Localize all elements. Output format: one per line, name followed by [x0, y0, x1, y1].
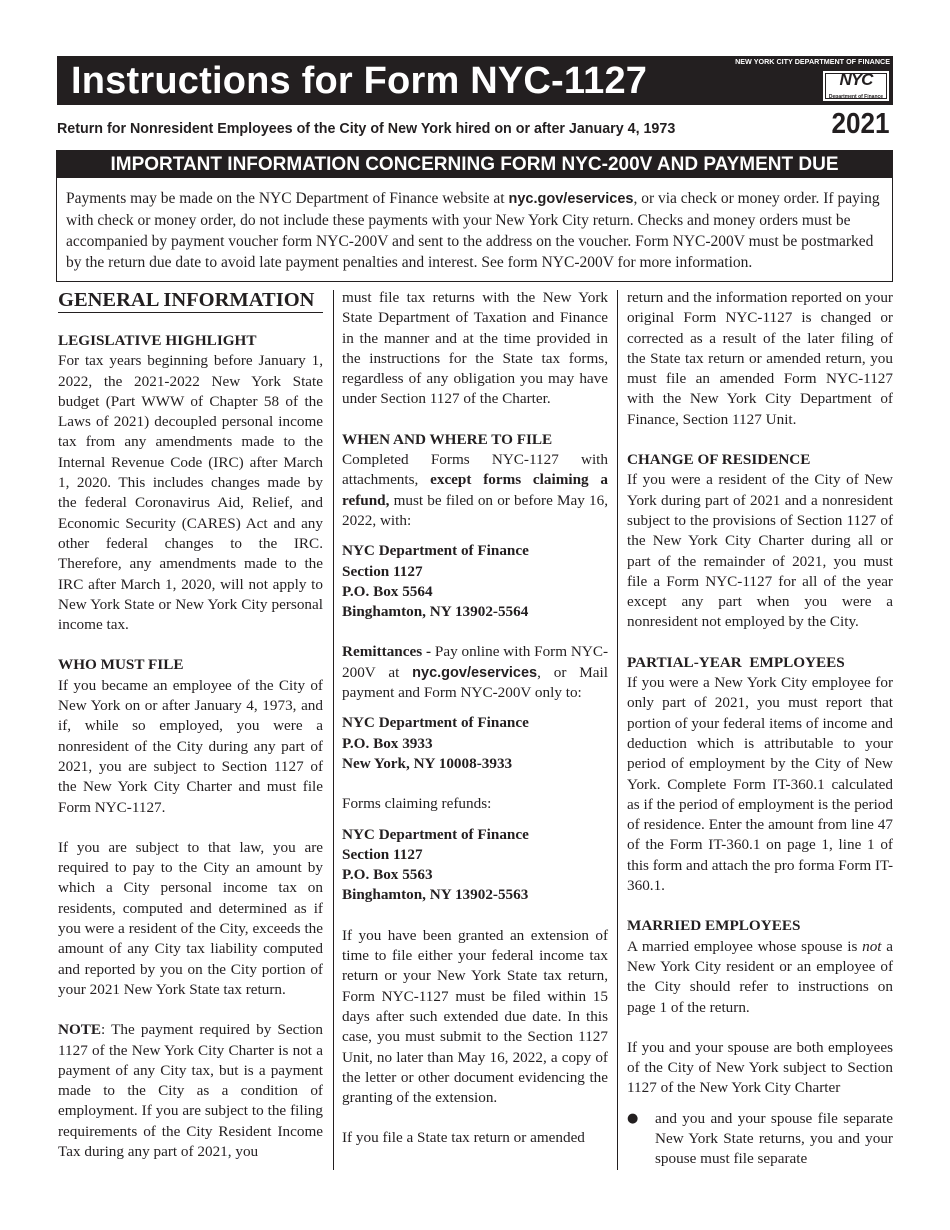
who-must-file-heading: WHO MUST FILE	[58, 656, 184, 674]
married-text-1: A married employee whose spouse is	[627, 937, 863, 955]
married-text-2: a New York City resident or an employee of the City should refer to instructions on page 1 of the return.	[627, 937, 893, 1016]
notice-text-2: , or via check or money order. If paying with check or money order, do not include these payments with your New York City return. Checks and money orders must be accompanied by payment voucher form NYC-200V and sent to the address on the voucher. Form NYC-200V must be postmarked by the return due date to avoid late payment penalties and interest. See form NYC-200V for more information.	[66, 190, 880, 271]
subject-to-law-text: If you are subject to that law, you are required to pay to the City an amount by which a City personal income tax on residents, computed and determined as if you were a resident of the City, exceeds the amount of any City tax liability computed and reported by you on the City portion of your 2021 New York State tax return.	[58, 838, 323, 998]
list-item	[627, 1109, 893, 1170]
address-line: NYC Department of Finance	[342, 825, 529, 843]
department-label: NEW YORK CITY DEPARTMENT OF FINANCE	[735, 57, 890, 66]
when-where-heading: WHEN AND WHERE TO FILE	[342, 430, 553, 448]
notice-text-1: Payments may be made on the NYC Department of Finance website at	[66, 190, 509, 207]
column-2	[342, 288, 608, 1149]
when-where-text-1: Completed Forms NYC-1127 with attachments,	[342, 451, 608, 489]
legislative-highlight-heading: LEGISLATIVE HIGHLIGHT	[58, 332, 257, 349]
column-divider	[333, 290, 334, 1170]
note-text: : The payment required by Section 1127 of the New York City Charter is not a payment of any City tax, but is a payment made to the City as a condition of employment. If you are subject to the filing requirements of the City Resident Income Tax during any part of 2021, you	[58, 1021, 323, 1160]
amended-continuation: return and the information reported on your original Form NYC-1127 is changed or corrected as a result of the later filing of the State tax return or amended return, you must file an amended Form NYC-1127 with the New York City Department of Finance, Section 1127 Unit.	[627, 289, 893, 428]
note-continuation: must file tax returns with the New York State Department of Taxation and Finance in the manner and at the time provided in the instructions for the State tax forms, regardless of any obligation you may have under Section 1127 of the Charter.	[342, 289, 608, 408]
notice-body	[66, 188, 883, 273]
payment-notice-box	[56, 150, 893, 282]
address-line: Section 1127	[342, 845, 423, 863]
who-must-file-text: If you became an employee of the City of New York on or after January 4, 1973, and if, while so employed, you were a nonresident of the City during any part of 2021, you are subject to Section 1127 of the New York City Charter and must file Form NYC-1127.	[58, 676, 323, 816]
address-line: New York, NY 10008-3933	[342, 754, 513, 772]
partial-year-heading: PARTIAL-YEAR EMPLOYEES	[627, 653, 845, 671]
remittances-label: Remittances -	[342, 643, 435, 661]
married-employees-heading: MARRIED EMPLOYEES	[627, 917, 801, 935]
address-line: P.O. Box 3933	[342, 734, 433, 752]
refunds-label: Forms claiming refunds:	[342, 795, 492, 813]
legislative-highlight-text: For tax years beginning before January 1, 2022, the 2021-2022 New York State budget (Part WWW of Chapter 58 of the Laws of 2021) decoupled personal income tax from any amendments made to the Internal Revenue Code (IRC) after March 1, 2020. This includes changes made by the federal Coronavirus Aid, Relief, and Economic Security (CARES) Act and any other federal changes to the IRC. Therefore, any amendments made to the IRC after March 1, 2020, will not apply to New York State or New York City personal income tax.	[58, 352, 323, 634]
notice-heading: IMPORTANT INFORMATION CONCERNING FORM NYC-200V AND PAYMENT DUE	[110, 154, 839, 175]
address-line: P.O. Box 5564	[342, 582, 433, 600]
address-line: Binghamton, NY 13902-5563	[342, 886, 529, 904]
title-bar	[57, 56, 893, 105]
bullet-text: and you and your spouse file separate New York State returns, you and your spouse must file separate	[655, 1109, 893, 1168]
when-where-text-bold: except forms claiming a refund,	[342, 471, 608, 509]
column-divider	[617, 290, 618, 1170]
notice-heading-bar	[57, 151, 892, 178]
address-line: NYC Department of Finance	[342, 714, 529, 732]
extension-text: If you have been granted an extension of time to file either your federal income tax return or your New York State tax return, Form NYC-1127 must be filed within 15 days after such extended due date. In this case, you must submit to the Section 1127 Unit, no later than May 16, 2022, a copy of the letter or other document evidencing the granting of the extension.	[342, 926, 608, 1107]
bullet-icon: ●	[627, 1110, 639, 1126]
remittances-text-2: , or Mail payment and Form NYC-200V only to:	[342, 663, 608, 702]
tax-year: 2021	[831, 108, 890, 140]
remittances-text-1: Pay online with Form NYC-200V at	[342, 643, 609, 681]
change-of-residence-heading: CHANGE OF RESIDENCE	[627, 451, 811, 469]
note-paragraph	[58, 1020, 323, 1162]
note-label: NOTE	[58, 1021, 102, 1039]
eservices-link[interactable]: nyc.gov/eservices	[508, 191, 634, 207]
partial-year-text: If you were a New York City employee for only part of 2021, you must report that portion of your federal items of income and deduction which is attributable to your period of employment by the City of New York. Complete Form IT-360.1 calculated as if the period of employment is the period of residence. Enter the amount from line 47 of the Form IT-360.1 on page 1, line 1 of this form and attach the pro forma Form IT-360.1.	[627, 674, 893, 895]
both-employees-text: If you and your spouse are both employees of the City of New York subject to Section 1127 of the New York City Charter	[627, 1038, 893, 1097]
eservices-link[interactable]: nyc.gov/eservices	[412, 664, 538, 681]
married-text-italic: not	[862, 937, 882, 955]
address-block-1	[342, 541, 608, 622]
address-line: Binghamton, NY 13902-5564	[342, 603, 529, 621]
when-where-text-2: must be filed on or before May 16, 2022, with:	[342, 491, 608, 529]
form-subtitle: Return for Nonresident Employees of the City of New York hired on or after January 4, 1973	[57, 120, 676, 137]
column-3	[627, 288, 893, 1170]
address-block-3	[342, 825, 608, 906]
nyc-logo-subtext: Department of Finance	[828, 94, 884, 100]
nyc-logo	[822, 70, 890, 102]
column-1	[58, 288, 323, 1162]
remittances-text	[342, 642, 608, 703]
amended-text: If you file a State tax return or amended	[342, 1129, 585, 1147]
address-line: Section 1127	[342, 562, 423, 580]
nyc-logo-word: NYC	[839, 70, 873, 89]
when-where-text	[342, 450, 608, 531]
general-information-heading: GENERAL INFORMATION	[58, 288, 323, 313]
married-employees-text	[627, 937, 893, 1018]
page-title: Instructions for Form NYC-1127	[71, 60, 648, 102]
change-of-residence-text: If you were a resident of the City of New York during part of 2021 and a nonresident subject to the provisions of Section 1127 of the New York City Charter during all or part of the remainder of 2021, you must file a Form NYC-1127 for all of the year except any part when you were a nonresident not employed by the City.	[627, 471, 893, 631]
address-line: NYC Department of Finance	[342, 542, 529, 560]
address-block-2	[342, 713, 608, 774]
address-line: P.O. Box 5563	[342, 866, 433, 884]
